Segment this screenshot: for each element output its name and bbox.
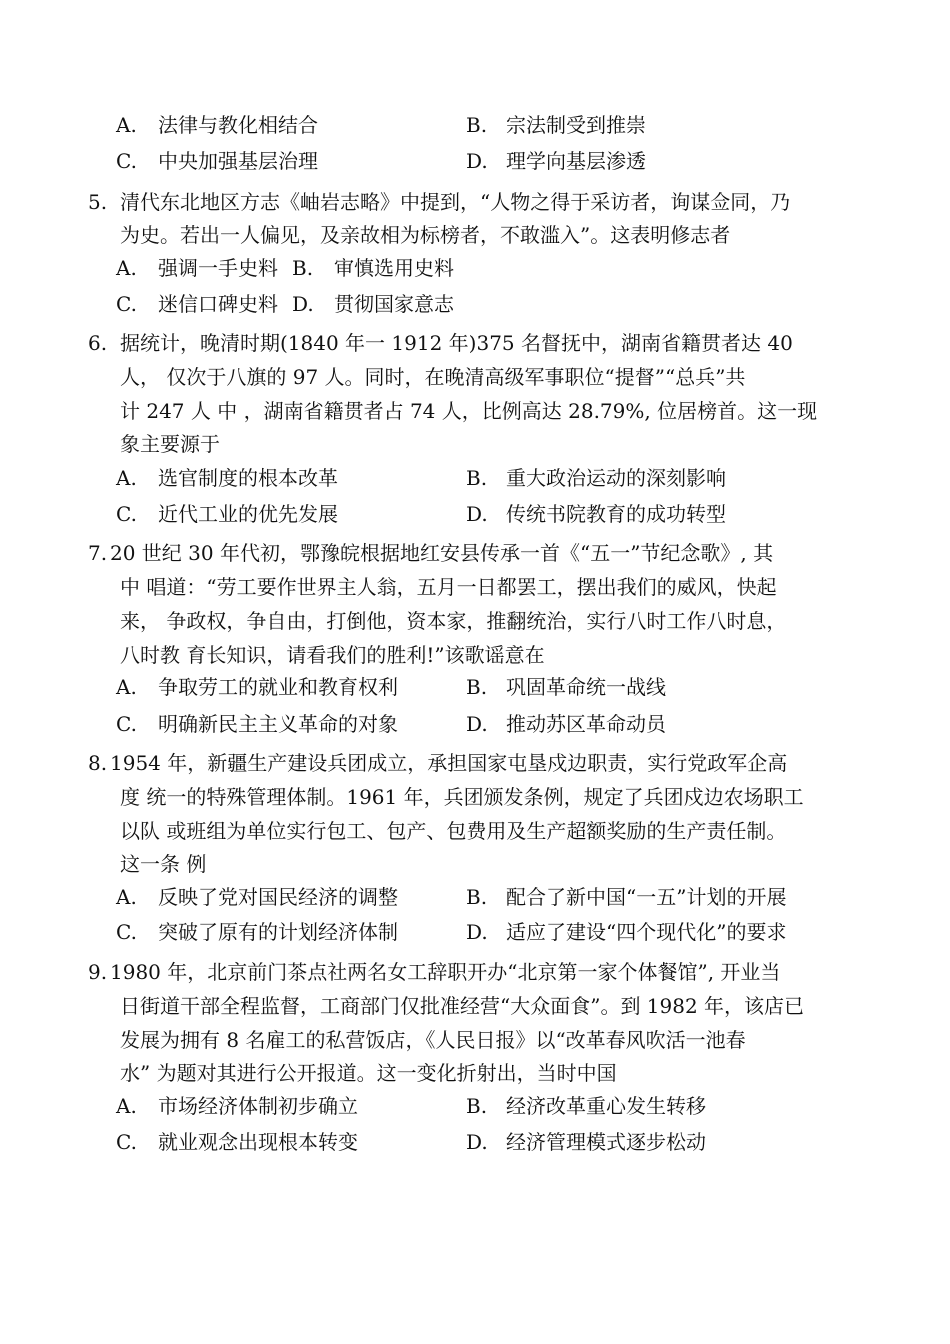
q4-option-c-letter: C. [116,149,137,173]
q8-stem-line-2 [0,780,950,814]
q8-option-d-letter: D. [466,920,488,944]
q6-stem-text: 计 247 人 中 ，湖南省籍贯者占 74 人，比例高达 28.79%, 位居榜首。这一现 [120,399,818,423]
q5-option-d-text: 贯彻国家意志 [334,292,454,316]
q6-option-a-text: 选官制度的根本改革 [158,466,338,490]
q9-option-d-text: 经济管理模式逐步松动 [506,1130,706,1154]
q9-options-row-2 [0,1125,950,1159]
q7-stem-line-4 [0,638,950,672]
q7-stem-line-2 [0,570,950,604]
q7-stem-text: 八时教 育长知识，请看我们的胜利!”该歌谣意在 [120,643,545,667]
q7-option-d-letter: D. [466,712,488,736]
q7-stem-line-1 [0,536,950,570]
q9-option-c-letter: C. [116,1130,137,1154]
q8-option-c-text: 突破了原有的计划经济体制 [158,920,398,944]
q7-stem-text: 来， 争政权，争自由，打倒他，资本家，推翻统治，实行八时工作八时息， [120,609,787,633]
q5-option-a-letter: A. [116,256,137,280]
q6-option-c-letter: C. [116,502,137,526]
q8-stem-text: 1954 年，新疆生产建设兵团成立，承担国家屯垦戍边职责，实行党政军企高 [110,751,788,775]
q6-number: 6. [88,331,108,355]
q9-option-b-letter: B. [466,1094,488,1118]
q5-option-c-text: 迷信口碑史料 [158,292,278,316]
q8-options-row-2 [0,915,950,949]
q7-option-b-text: 巩固革命统一战线 [506,675,666,699]
q6-option-b-letter: B. [466,466,488,490]
q5-option-d-letter: D. [292,292,314,316]
q9-stem-line-3 [0,1023,950,1057]
q4-option-a-text: 法律与教化相结合 [158,113,318,137]
q5-stem-line-2 [0,218,950,252]
q8-number: 8. [88,751,108,775]
q8-option-c-letter: C. [116,920,137,944]
q6-option-c-text: 近代工业的优先发展 [158,502,338,526]
q9-option-b-text: 经济改革重心发生转移 [506,1094,706,1118]
q5-option-b-letter: B. [292,256,314,280]
q9-stem-line-2 [0,989,950,1023]
q6-stem-line-4 [0,427,950,461]
q9-stem-line-4 [0,1056,950,1090]
q9-stem-text: 1980 年，北京前门茶点社两名女工辞职开办“北京第一家个体餐馆”, 开业当 [110,960,781,984]
q8-stem-line-1 [0,746,950,780]
q7-stem-text: 20 世纪 30 年代初，鄂豫皖根据地红安县传承一首《“五一”节纪念歌》, 其 [110,541,774,565]
q7-option-c-text: 明确新民主主义革命的对象 [158,712,398,736]
q9-option-a-text: 市场经济体制初步确立 [158,1094,358,1118]
q4-option-b-letter: B. [466,113,488,137]
q6-option-a-letter: A. [116,466,137,490]
q6-option-d-letter: D. [466,502,488,526]
q5-stem-text: 清代东北地区方志《岫岩志略》中提到，“人物之得于采访者，询谋佥同，乃 [120,190,791,214]
q4-option-b-text: 宗法制受到推崇 [506,113,646,137]
q6-stem-text: 象主要源于 [120,432,220,456]
q7-stem-line-3 [0,604,950,638]
q6-stem-line-2 [0,360,950,394]
q5-stem-text: 为史。若出一人偏见，及亲故相为标榜者，不敢滥入”。这表明修志者 [120,223,731,247]
q8-option-b-text: 配合了新中国“一五”计划的开展 [506,885,787,909]
q6-stem-text: 据统计，晚清时期(1840 年一 1912 年)375 名督抚中，湖南省籍贯者达 40 [120,331,793,355]
q5-stem-line-1 [0,185,950,219]
q5-option-c-letter: C. [116,292,137,316]
q9-stem-text: 发展为拥有 8 名雇工的私营饭店，《人民日报》以“改革春风吹活一池春 [120,1028,746,1052]
q5-options-row-2 [0,287,950,321]
q4-options-row-1 [0,108,950,142]
q6-option-d-text: 传统书院教育的成功转型 [506,502,726,526]
q4-option-d-text: 理学向基层渗透 [506,149,646,173]
q5-number: 5. [88,190,108,214]
q5-options-row-1 [0,251,950,285]
q6-options-row-1 [0,461,950,495]
q4-option-a-letter: A. [116,113,137,137]
q9-options-row-1 [0,1089,950,1123]
q8-stem-text: 这一条 例 [120,852,207,876]
q9-option-d-letter: D. [466,1130,488,1154]
q4-options-row-2 [0,144,950,178]
q8-option-b-letter: B. [466,885,488,909]
q9-stem-text: 日街道干部全程监督，工商部门仅批准经营“大众面食”。到 1982 年，该店已 [120,994,805,1018]
q7-options-row-2 [0,707,950,741]
q9-stem-line-1 [0,955,950,989]
q8-stem-line-4 [0,847,950,881]
q8-option-d-text: 适应了建设“四个现代化”的要求 [506,920,787,944]
q8-stem-line-3 [0,814,950,848]
q6-stem-line-1 [0,326,950,360]
q8-stem-text: 以队 或班组为单位实行包工、包产、包费用及生产超额奖励的生产责任制。 [120,819,787,843]
q8-stem-text: 度 统一的特殊管理体制。1961 年，兵团颁发条例，规定了兵团戍边农场职工 [120,785,804,809]
q5-option-b-text: 审慎选用史料 [334,256,454,280]
q8-options-row-1 [0,880,950,914]
q4-option-d-letter: D. [466,149,488,173]
q7-option-c-letter: C. [116,712,137,736]
q8-option-a-text: 反映了党对国民经济的调整 [158,885,398,909]
q7-option-a-text: 争取劳工的就业和教育权利 [158,675,398,699]
q6-option-b-text: 重大政治运动的深刻影响 [506,466,726,490]
q5-option-a-text: 强调一手史料 [158,256,278,280]
q7-option-b-letter: B. [466,675,488,699]
q7-option-d-text: 推动苏区革命动员 [506,712,666,736]
q6-options-row-2 [0,497,950,531]
q7-options-row-1 [0,670,950,704]
q9-number: 9. [88,960,108,984]
q7-number: 7. [88,541,108,565]
q8-option-a-letter: A. [116,885,137,909]
q9-option-c-text: 就业观念出现根本转变 [158,1130,358,1154]
q9-stem-text: 水” 为题对其进行公开报道。这一变化折射出，当时中国 [120,1061,617,1085]
q7-stem-text: 中 唱道：“劳工要作世界主人翁，五月一日都罢工，摆出我们的威风，快起 [120,575,777,599]
q6-stem-text: 人， 仅次于八旗的 97 人。同时，在晚清高级军事职位“提督”“总兵”共 [120,365,746,389]
q7-option-a-letter: A. [116,675,137,699]
q4-option-c-text: 中央加强基层治理 [158,149,318,173]
q6-stem-line-3 [0,394,950,428]
q9-option-a-letter: A. [116,1094,137,1118]
